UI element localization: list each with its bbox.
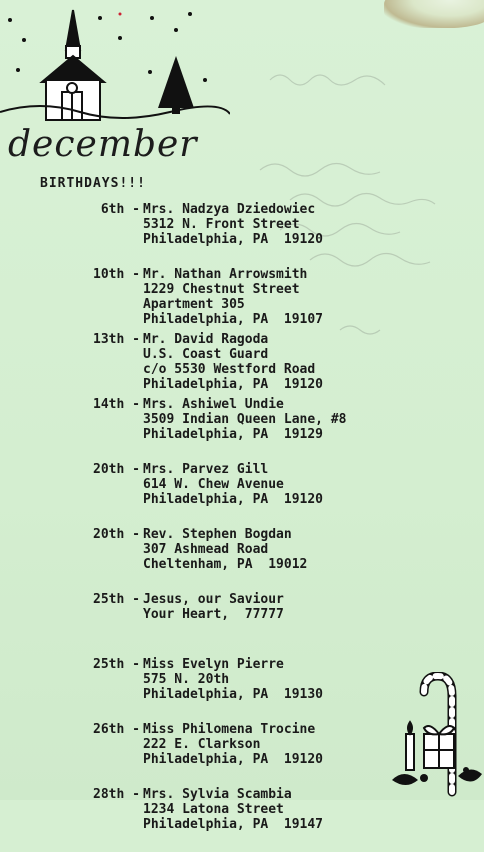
birthday-address bbox=[143, 657, 323, 702]
birthday-address bbox=[143, 462, 323, 507]
birthday-day: 25th - bbox=[93, 592, 140, 607]
candle-icon bbox=[406, 722, 414, 770]
address-line: Miss Evelyn Pierre bbox=[143, 657, 284, 672]
birthday-address bbox=[143, 332, 323, 392]
address-line: Jesus, our Saviour bbox=[143, 592, 284, 607]
pine-tree-icon bbox=[158, 56, 194, 114]
address-line: 222 E. Clarkson bbox=[143, 737, 261, 752]
birthday-entry bbox=[0, 397, 484, 462]
birthday-entry bbox=[0, 202, 484, 267]
address-line: Cheltenham, PA 19012 bbox=[143, 557, 308, 572]
address-line: 3509 Indian Queen Lane, #8 bbox=[143, 412, 347, 427]
birthday-entry bbox=[0, 332, 484, 397]
birthday-day: 20th - bbox=[93, 462, 140, 477]
birthday-entry bbox=[0, 592, 484, 657]
address-line: 307 Ashmead Road bbox=[143, 542, 269, 557]
birthday-address bbox=[143, 267, 323, 327]
address-line: Miss Philomena Trocine bbox=[143, 722, 316, 737]
birthday-day: 6th - bbox=[100, 202, 140, 217]
address-line: 5312 N. Front Street bbox=[143, 217, 300, 232]
birthday-address bbox=[143, 527, 307, 572]
month-title: december bbox=[8, 124, 198, 165]
coffee-stain bbox=[384, 0, 484, 28]
birthday-day: 13th - bbox=[93, 332, 140, 347]
birthday-address bbox=[143, 592, 284, 622]
address-line: 575 N. 20th bbox=[143, 672, 230, 687]
address-line: Mr. David Ragoda bbox=[143, 332, 269, 347]
birthday-address bbox=[143, 787, 323, 832]
church-icon bbox=[42, 10, 104, 120]
birthday-address bbox=[143, 202, 323, 247]
address-line: 614 W. Chew Avenue bbox=[143, 477, 284, 492]
address-line: Mrs. Parvez Gill bbox=[143, 462, 269, 477]
birthday-day: 28th - bbox=[93, 787, 140, 802]
birthday-entry bbox=[0, 267, 484, 332]
address-line: Your Heart, 77777 bbox=[143, 607, 284, 622]
birthday-day: 10th - bbox=[93, 267, 140, 282]
address-line: 1229 Chestnut Street bbox=[143, 282, 300, 297]
address-line: Mrs. Sylvia Scambia bbox=[143, 787, 292, 802]
snow-ground bbox=[0, 106, 230, 118]
address-line: Apartment 305 bbox=[143, 297, 245, 312]
birthday-day: 25th - bbox=[93, 657, 140, 672]
birthday-day: 26th - bbox=[93, 722, 140, 737]
birthday-entry bbox=[0, 462, 484, 527]
birthday-entry bbox=[0, 527, 484, 592]
address-line: Philadelphia, PA 19107 bbox=[143, 312, 324, 327]
gift-icon bbox=[424, 726, 454, 768]
address-line: Philadelphia, PA 19147 bbox=[143, 817, 324, 832]
address-line: Mrs. Nadzya Dziedowiec bbox=[143, 202, 316, 217]
address-line: Mr. Nathan Arrowsmith bbox=[143, 267, 308, 282]
address-line: Philadelphia, PA 19130 bbox=[143, 687, 324, 702]
birthday-day: 20th - bbox=[93, 527, 140, 542]
address-line: Rev. Stephen Bogdan bbox=[143, 527, 292, 542]
address-line: Philadelphia, PA 19120 bbox=[143, 492, 324, 507]
address-line: 1234 Latona Street bbox=[143, 802, 284, 817]
address-line: c/o 5530 Westford Road bbox=[143, 362, 316, 377]
birthday-address bbox=[143, 722, 323, 767]
address-line: Philadelphia, PA 19120 bbox=[143, 752, 324, 767]
address-line: Philadelphia, PA 19129 bbox=[143, 427, 324, 442]
address-line: Philadelphia, PA 19120 bbox=[143, 377, 324, 392]
address-line: Mrs. Ashiwel Undie bbox=[143, 397, 284, 412]
candy-cane-decoration bbox=[384, 672, 484, 797]
birthday-day: 14th - bbox=[93, 397, 140, 412]
section-title: BIRTHDAYS!!! bbox=[40, 176, 146, 191]
birthday-address bbox=[143, 397, 347, 442]
address-line: Philadelphia, PA 19120 bbox=[143, 232, 324, 247]
address-line: U.S. Coast Guard bbox=[143, 347, 269, 362]
